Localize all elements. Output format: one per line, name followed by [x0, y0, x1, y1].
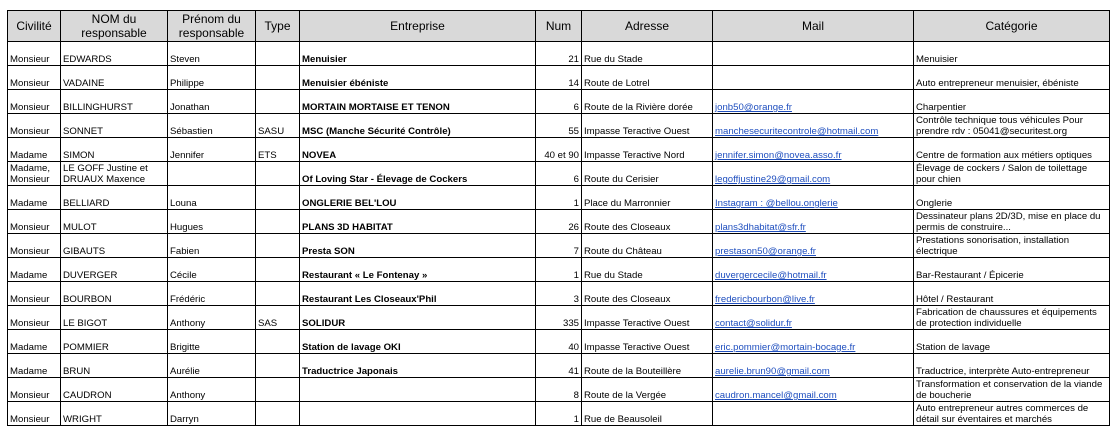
header-civilite: Civilité [8, 11, 61, 42]
table-row [8, 66, 1110, 90]
categorie-cell: Onglerie [914, 186, 1110, 210]
prenom-cell: Frédéric [168, 282, 256, 306]
header-adresse: Adresse [582, 11, 713, 42]
categorie-cell: Station de lavage [914, 330, 1110, 354]
type-cell [256, 210, 300, 234]
adresse-cell: Impasse Teractive Ouest [582, 114, 713, 138]
categorie-cell: Transformation et conservation de la viande de boucherie [914, 378, 1110, 402]
adresse-cell: Rue de Beausoleil [582, 402, 713, 426]
header-nom: NOM du responsable [61, 11, 168, 42]
type-cell [256, 282, 300, 306]
header-categorie: Catégorie [914, 11, 1110, 42]
categorie-cell: Fabrication de chaussures et équipements de protection individuelle [914, 306, 1110, 330]
categorie-cell: Menuisier [914, 42, 1110, 66]
adresse-cell: Route de la Rivière dorée [582, 90, 713, 114]
num-cell: 1 [536, 186, 582, 210]
prenom-cell: Jennifer [168, 138, 256, 162]
header-row [8, 11, 1110, 42]
entreprise-cell: PLANS 3D HABITAT [300, 210, 536, 234]
num-cell: 7 [536, 234, 582, 258]
type-cell [256, 330, 300, 354]
num-cell: 26 [536, 210, 582, 234]
categorie-cell: Centre de formation aux métiers optiques [914, 138, 1110, 162]
civilite-cell: Monsieur [8, 90, 61, 114]
civilite-cell: Monsieur [8, 402, 61, 426]
num-cell: 41 [536, 354, 582, 378]
mail-cell [713, 330, 914, 354]
num-cell: 3 [536, 282, 582, 306]
adresse-cell: Rue du Stade [582, 258, 713, 282]
num-cell: 8 [536, 378, 582, 402]
civilite-cell: Madame [8, 138, 61, 162]
mail-link[interactable]: prestason50@orange.fr [715, 246, 816, 257]
type-cell [256, 162, 300, 186]
entreprise-cell: Menuisier ébéniste [300, 66, 536, 90]
num-cell: 55 [536, 114, 582, 138]
categorie-cell: Traductrice, interprète Auto-entrepreneur [914, 354, 1110, 378]
header-num: Num [536, 11, 582, 42]
type-cell [256, 402, 300, 426]
table-row [8, 114, 1110, 138]
prenom-cell: Darryn [168, 402, 256, 426]
mail-link[interactable]: contact@solidur.fr [715, 318, 792, 329]
nom-cell: LE BIGOT [61, 306, 168, 330]
adresse-cell: Rue du Stade [582, 42, 713, 66]
prenom-cell: Louna [168, 186, 256, 210]
categorie-cell: Auto entrepreneur menuisier, ébéniste [914, 66, 1110, 90]
entreprise-cell: Traductrice Japonais [300, 354, 536, 378]
mail-cell [713, 66, 914, 90]
entreprise-cell: Of Loving Star - Élevage de Cockers [300, 162, 536, 186]
categorie-cell: Bar-Restaurant / Épicerie [914, 258, 1110, 282]
entreprise-cell: Station de lavage OKI [300, 330, 536, 354]
table-row [8, 282, 1110, 306]
nom-cell: EDWARDS [61, 42, 168, 66]
categorie-cell: Contrôle technique tous véhicules Pour prendre rdv : 05041@securitest.org [914, 114, 1110, 138]
nom-cell: CAUDRON [61, 378, 168, 402]
business-directory-table [7, 10, 1110, 426]
entreprise-cell: Restaurant Les Closeaux'Phil [300, 282, 536, 306]
entreprise-cell: SOLIDUR [300, 306, 536, 330]
mail-cell [713, 138, 914, 162]
prenom-cell: Hugues [168, 210, 256, 234]
prenom-cell: Cécile [168, 258, 256, 282]
prenom-cell: Jonathan [168, 90, 256, 114]
table-row [8, 378, 1110, 402]
num-cell: 1 [536, 402, 582, 426]
table-row [8, 210, 1110, 234]
header-entreprise: Entreprise [300, 11, 536, 42]
mail-cell [713, 378, 914, 402]
mail-cell [713, 114, 914, 138]
header-mail: Mail [713, 11, 914, 42]
adresse-cell: Route du Château [582, 234, 713, 258]
mail-cell [713, 306, 914, 330]
entreprise-cell: Presta SON [300, 234, 536, 258]
entreprise-cell: ONGLERIE BEL'LOU [300, 186, 536, 210]
mail-link[interactable]: plans3dhabitat@sfr.fr [715, 222, 806, 233]
mail-cell [713, 258, 914, 282]
header-type: Type [256, 11, 300, 42]
type-cell [256, 234, 300, 258]
civilite-cell: Madame [8, 186, 61, 210]
table-row [8, 306, 1110, 330]
table-row [8, 402, 1110, 426]
categorie-cell: Auto entrepreneur autres commerces de détail sur éventaires et marchés [914, 402, 1110, 426]
civilite-cell: Monsieur [8, 114, 61, 138]
table-row [8, 186, 1110, 210]
nom-cell: WRIGHT [61, 402, 168, 426]
type-cell [256, 186, 300, 210]
mail-link[interactable]: jennifer.simon@novea.asso.fr [715, 150, 842, 161]
nom-cell: POMMIER [61, 330, 168, 354]
mail-link[interactable]: duvergercecile@hotmail.fr [715, 270, 827, 281]
mail-link[interactable]: jonb50@orange.fr [715, 102, 792, 113]
type-cell: ETS [256, 138, 300, 162]
header-prenom: Prénom du responsable [168, 11, 256, 42]
num-cell: 1 [536, 258, 582, 282]
table-row [8, 258, 1110, 282]
nom-cell: BELLIARD [61, 186, 168, 210]
entreprise-cell: MSC (Manche Sécurité Contrôle) [300, 114, 536, 138]
type-cell [256, 378, 300, 402]
type-cell: SAS [256, 306, 300, 330]
mail-link[interactable]: eric.pommier@mortain-bocage.fr [715, 342, 856, 353]
entreprise-cell [300, 378, 536, 402]
type-cell [256, 354, 300, 378]
civilite-cell: Monsieur [8, 282, 61, 306]
mail-link[interactable]: caudron.mancel@gmail.com [715, 390, 837, 401]
table-row [8, 354, 1110, 378]
table-row [8, 42, 1110, 66]
mail-link[interactable]: manchesecuritecontrole@hotmail.com [715, 126, 879, 137]
prenom-cell [168, 162, 256, 186]
num-cell: 6 [536, 162, 582, 186]
nom-cell: MULOT [61, 210, 168, 234]
categorie-cell: Dessinateur plans 2D/3D, mise en place du permis de construire... [914, 210, 1110, 234]
mail-cell [713, 282, 914, 306]
mail-cell [713, 210, 914, 234]
table-row [8, 90, 1110, 114]
categorie-cell: Hôtel / Restaurant [914, 282, 1110, 306]
mail-link[interactable]: Instagram : @bellou.onglerie [715, 198, 838, 209]
mail-cell [713, 90, 914, 114]
table-row [8, 162, 1110, 186]
mail-cell [713, 42, 914, 66]
nom-cell: BRUN [61, 354, 168, 378]
num-cell: 40 [536, 330, 582, 354]
mail-cell [713, 234, 914, 258]
nom-cell: SONNET [61, 114, 168, 138]
civilite-cell: Madame, Monsieur [8, 162, 61, 186]
prenom-cell: Brigitte [168, 330, 256, 354]
prenom-cell: Anthony [168, 306, 256, 330]
mail-cell [713, 354, 914, 378]
adresse-cell: Impasse Teractive Ouest [582, 330, 713, 354]
civilite-cell: Madame [8, 330, 61, 354]
prenom-cell: Steven [168, 42, 256, 66]
adresse-cell: Place du Marronnier [582, 186, 713, 210]
table-row [8, 330, 1110, 354]
type-cell: SASU [256, 114, 300, 138]
num-cell: 6 [536, 90, 582, 114]
civilite-cell: Monsieur [8, 210, 61, 234]
prenom-cell: Philippe [168, 66, 256, 90]
prenom-cell: Fabien [168, 234, 256, 258]
civilite-cell: Monsieur [8, 234, 61, 258]
num-cell: 14 [536, 66, 582, 90]
nom-cell: VADAINE [61, 66, 168, 90]
nom-cell: SIMON [61, 138, 168, 162]
entreprise-cell: Menuisier [300, 42, 536, 66]
nom-cell: BOURBON [61, 282, 168, 306]
prenom-cell: Aurélie [168, 354, 256, 378]
civilite-cell: Madame [8, 354, 61, 378]
prenom-cell: Sébastien [168, 114, 256, 138]
entreprise-cell [300, 402, 536, 426]
mail-cell [713, 186, 914, 210]
categorie-cell: Prestations sonorisation, installation électrique [914, 234, 1110, 258]
adresse-cell: Route du Cerisier [582, 162, 713, 186]
entreprise-cell: MORTAIN MORTAISE ET TENON [300, 90, 536, 114]
nom-cell: DUVERGER [61, 258, 168, 282]
type-cell [256, 258, 300, 282]
mail-cell [713, 402, 914, 426]
nom-cell: LE GOFF Justine et DRUAUX Maxence [61, 162, 168, 186]
adresse-cell: Route de Lotrel [582, 66, 713, 90]
mail-link[interactable]: legoffjustine29@gmail.com [715, 174, 831, 185]
entreprise-cell: NOVEA [300, 138, 536, 162]
mail-link[interactable]: aurelie.brun90@gmail.com [715, 366, 830, 377]
type-cell [256, 66, 300, 90]
civilite-cell: Madame [8, 258, 61, 282]
type-cell [256, 42, 300, 66]
type-cell [256, 90, 300, 114]
prenom-cell: Anthony [168, 378, 256, 402]
adresse-cell: Route des Closeaux [582, 210, 713, 234]
adresse-cell: Impasse Teractive Nord [582, 138, 713, 162]
civilite-cell: Monsieur [8, 378, 61, 402]
civilite-cell: Monsieur [8, 306, 61, 330]
mail-cell [713, 162, 914, 186]
civilite-cell: Monsieur [8, 66, 61, 90]
num-cell: 335 [536, 306, 582, 330]
nom-cell: GIBAUTS [61, 234, 168, 258]
adresse-cell: Route des Closeaux [582, 282, 713, 306]
table-row [8, 138, 1110, 162]
adresse-cell: Route de la Bouteillère [582, 354, 713, 378]
adresse-cell: Impasse Teractive Ouest [582, 306, 713, 330]
mail-link[interactable]: fredericbourbon@live.fr [715, 294, 815, 305]
table-row [8, 234, 1110, 258]
num-cell: 40 et 90 [536, 138, 582, 162]
nom-cell: BILLINGHURST [61, 90, 168, 114]
civilite-cell: Monsieur [8, 42, 61, 66]
categorie-cell: Charpentier [914, 90, 1110, 114]
categorie-cell: Élevage de cockers / Salon de toilettage pour chien [914, 162, 1110, 186]
num-cell: 21 [536, 42, 582, 66]
adresse-cell: Route de la Vergée [582, 378, 713, 402]
entreprise-cell: Restaurant « Le Fontenay » [300, 258, 536, 282]
